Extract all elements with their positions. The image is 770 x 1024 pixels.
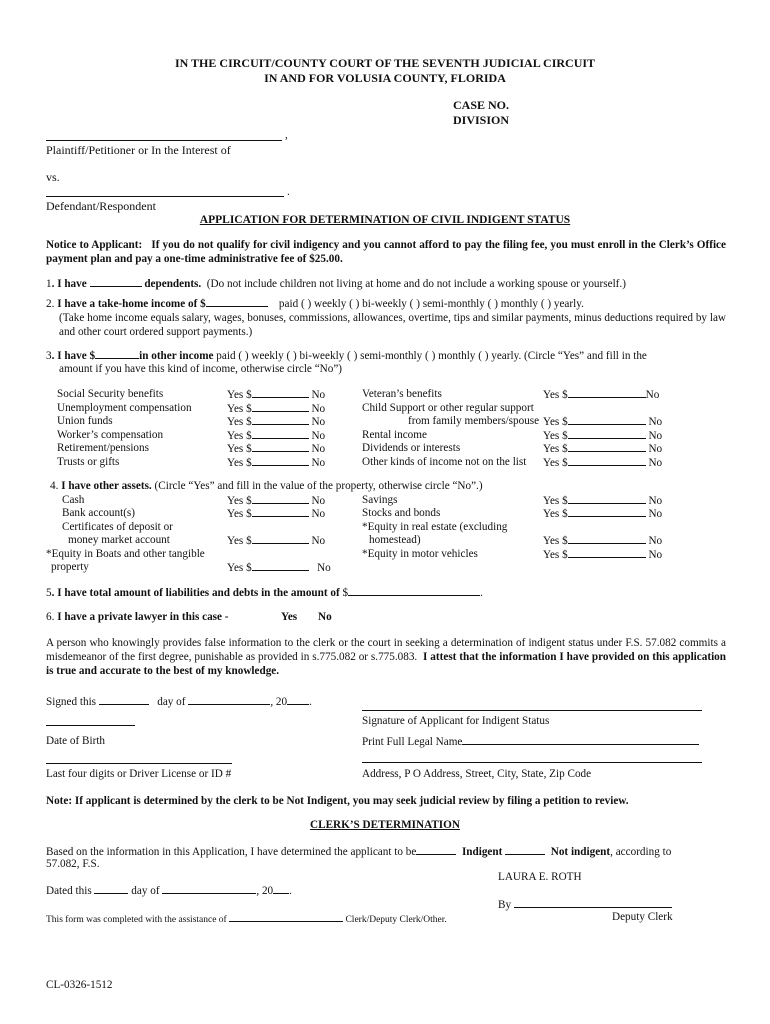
no-option[interactable]: No bbox=[648, 495, 663, 507]
income-item-label: Unemployment compensation bbox=[57, 402, 192, 414]
signature-line[interactable] bbox=[362, 710, 702, 711]
amount-field[interactable] bbox=[568, 456, 646, 466]
yes-option[interactable]: Yes $ bbox=[543, 416, 568, 428]
amount-field[interactable] bbox=[568, 548, 646, 558]
amount-field[interactable] bbox=[252, 507, 309, 517]
q3-lead: . I have $ bbox=[51, 350, 96, 362]
based-on-text: Based on the information in this Application, I have determined the applicant to be bbox=[46, 846, 417, 858]
amount-field[interactable] bbox=[568, 429, 646, 439]
asset-item-label: *Equity in real estate (excluding bbox=[362, 521, 508, 533]
asset-item-label: property bbox=[51, 561, 89, 573]
yes-no-field bbox=[227, 442, 325, 456]
day-of-label: day of bbox=[157, 696, 186, 708]
no-option[interactable]: No bbox=[311, 430, 326, 442]
amount-field[interactable] bbox=[252, 402, 309, 412]
income-item-label: Retirement/pensions bbox=[57, 442, 149, 454]
q5-number: 5 bbox=[46, 587, 52, 599]
print-name-field[interactable] bbox=[462, 735, 699, 745]
according-text: , according to bbox=[610, 846, 672, 858]
asset-item-label: *Equity in Boats and other tangible bbox=[46, 548, 205, 560]
no-option[interactable]: No bbox=[311, 495, 326, 507]
signed-month-field[interactable] bbox=[188, 695, 270, 705]
signed-this-row bbox=[46, 695, 312, 709]
yes-no-field bbox=[543, 388, 659, 402]
yes-option[interactable]: Yes $ bbox=[543, 495, 568, 507]
amount-field[interactable] bbox=[252, 494, 309, 504]
amount-field[interactable] bbox=[568, 534, 646, 544]
defendant-label: Defendant/Respondent bbox=[46, 199, 156, 213]
indigent-mark-field[interactable] bbox=[416, 845, 456, 855]
yes-option[interactable]: Yes $ bbox=[227, 430, 252, 442]
yes-no-field bbox=[227, 415, 325, 429]
amount-field[interactable] bbox=[568, 442, 646, 452]
yes-option[interactable]: Yes $ bbox=[227, 403, 252, 415]
determination-row bbox=[46, 845, 671, 859]
plaintiff-label: Plaintiff/Petitioner or In the Interest of bbox=[46, 143, 231, 157]
q5-text: . I have total amount of liabilities and debts in the amount of bbox=[51, 587, 340, 599]
asset-item-label: Stocks and bonds bbox=[362, 507, 441, 519]
yes-option[interactable]: Yes $ bbox=[543, 508, 568, 520]
dated-this-row bbox=[46, 884, 292, 898]
income-item-label: Union funds bbox=[57, 415, 113, 427]
dated-month-field[interactable] bbox=[162, 884, 256, 894]
yes-no-field bbox=[543, 415, 662, 429]
fs-reference: 57.082, F.S. bbox=[46, 858, 100, 870]
q1-bold-end: dependents. bbox=[144, 278, 202, 290]
asset-item-label: homestead) bbox=[369, 534, 421, 546]
asset-item-label: money market account bbox=[68, 534, 170, 546]
notice-text: If you do not qualify for civil indigency and you cannot afford to pay the filing fee, you must enroll in the Clerk’s Office payment plan and pay a one-time administrative fee of $25.00. bbox=[46, 239, 726, 265]
yes-option[interactable]: Yes $ bbox=[227, 457, 252, 469]
dob-line[interactable] bbox=[46, 725, 135, 726]
year-label: , 20 bbox=[270, 696, 288, 708]
signed-this-label: Signed this bbox=[46, 696, 97, 708]
defendant-period: . bbox=[287, 186, 290, 198]
q4-number: 4. bbox=[50, 480, 59, 492]
completed-row bbox=[46, 912, 447, 926]
yes-no-field bbox=[227, 561, 331, 575]
yes-option[interactable]: Yes $ bbox=[543, 443, 568, 455]
question-2 bbox=[46, 297, 584, 311]
address-line[interactable] bbox=[362, 762, 702, 763]
yes-no-field bbox=[543, 507, 662, 521]
dependents-field[interactable] bbox=[90, 277, 142, 287]
question-1 bbox=[46, 277, 626, 291]
dated-day-of-label: day of bbox=[131, 885, 160, 897]
no-option[interactable]: No bbox=[311, 389, 326, 401]
print-name-row bbox=[362, 735, 699, 749]
no-option[interactable]: No bbox=[648, 416, 663, 428]
q3-frequency[interactable]: paid ( ) weekly ( ) bi-weekly ( ) semi-monthly ( ) monthly ( ) yearly. (Circle “Yes” and fill in the bbox=[216, 350, 647, 362]
q3-line2: amount if you have this kind of income, otherwise circle “No”) bbox=[59, 363, 343, 375]
yes-no-field bbox=[543, 442, 662, 456]
dated-year-field[interactable] bbox=[273, 884, 289, 894]
asset-item-label: Savings bbox=[362, 494, 398, 506]
signed-day-field[interactable] bbox=[99, 695, 149, 705]
no-option[interactable]: No bbox=[648, 457, 663, 469]
print-name-label: Print Full Legal Name bbox=[362, 736, 463, 748]
completed-label: This form was completed with the assistance of bbox=[46, 915, 227, 925]
yes-option[interactable]: Yes $ bbox=[227, 416, 252, 428]
income-item-label: Rental income bbox=[362, 429, 427, 441]
by-label: By bbox=[498, 899, 512, 911]
no-option[interactable]: No bbox=[311, 508, 326, 520]
question-3 bbox=[46, 349, 647, 363]
q3-number: 3 bbox=[46, 350, 52, 362]
court-title-line2: IN AND FOR VOLUSIA COUNTY, FLORIDA bbox=[264, 71, 506, 85]
by-signature-field[interactable] bbox=[514, 898, 672, 908]
liabilities-field[interactable] bbox=[348, 586, 480, 596]
yes-option[interactable]: Yes $ bbox=[227, 535, 252, 547]
yes-option[interactable]: Yes $ bbox=[543, 430, 568, 442]
no-option[interactable]: No bbox=[317, 562, 331, 574]
address-label: Address, P O Address, Street, City, State, Zip Code bbox=[362, 768, 592, 780]
other-income-field[interactable] bbox=[95, 349, 139, 359]
no-option[interactable]: No bbox=[311, 416, 326, 428]
attestation-bold: I attest that the information I have provided on this application is true and accurate to the best of my knowledge. bbox=[46, 651, 726, 677]
q6-no-option[interactable]: No bbox=[318, 611, 332, 623]
indigent-option[interactable]: Indigent bbox=[461, 846, 503, 858]
attestation-block bbox=[46, 636, 726, 678]
yes-no-field bbox=[227, 534, 325, 548]
yes-option[interactable]: Yes $ bbox=[227, 495, 252, 507]
q1-text: (Do not include children not living at home and do not include a working spouse or yourself.) bbox=[206, 278, 626, 290]
dob-label: Date of Birth bbox=[46, 735, 106, 747]
q5-end: . bbox=[480, 587, 483, 599]
completed-end: Clerk/Deputy Clerk/Other. bbox=[345, 915, 447, 925]
dated-this-label: Dated this bbox=[46, 885, 92, 897]
asset-item-label: Bank account(s) bbox=[62, 507, 136, 519]
amount-field[interactable] bbox=[568, 415, 646, 425]
year-dot: . bbox=[309, 696, 312, 708]
case-no-label: CASE NO. bbox=[453, 98, 510, 112]
q4-lead: I have other assets. bbox=[61, 480, 152, 492]
yes-option[interactable]: Yes $ bbox=[543, 549, 568, 561]
income-item-label: Other kinds of income not on the list bbox=[362, 456, 527, 468]
judicial-review-note: Note: If applicant is determined by the clerk to be Not Indigent, you may seek judicial review by filing a petition to review. bbox=[46, 795, 629, 807]
dated-dot: . bbox=[289, 885, 292, 897]
amount-field[interactable] bbox=[252, 442, 309, 452]
income-item-label: Child Support or other regular support bbox=[362, 402, 534, 414]
license-line[interactable] bbox=[46, 763, 232, 764]
dated-year-label: , 20 bbox=[256, 885, 274, 897]
q5-dollar: $ bbox=[342, 587, 349, 599]
no-option[interactable]: No bbox=[311, 457, 326, 469]
dated-day-field[interactable] bbox=[94, 884, 128, 894]
yes-option[interactable]: Yes $ bbox=[227, 443, 252, 455]
yes-no-field bbox=[227, 507, 325, 521]
income-item-label: Veteran’s benefits bbox=[362, 388, 442, 400]
signed-year-field[interactable] bbox=[287, 695, 309, 705]
q6-text: I have a private lawyer in this case - bbox=[57, 611, 229, 623]
take-home-income-field[interactable] bbox=[206, 297, 268, 307]
no-option[interactable]: No bbox=[311, 535, 326, 547]
yes-option[interactable]: Yes $ bbox=[227, 508, 252, 520]
amount-field[interactable] bbox=[252, 561, 309, 571]
q2-frequency[interactable]: paid ( ) weekly ( ) bi-weekly ( ) semi-monthly ( ) monthly ( ) yearly. bbox=[278, 298, 584, 310]
yes-no-field bbox=[543, 456, 662, 470]
assisted-by-field[interactable] bbox=[229, 912, 343, 922]
amount-field[interactable] bbox=[568, 507, 646, 517]
q2-number: 2. bbox=[46, 298, 55, 310]
income-item-label: Worker’s compensation bbox=[57, 429, 164, 441]
no-option[interactable]: No bbox=[648, 430, 663, 442]
division-label: DIVISION bbox=[453, 113, 510, 127]
question-5 bbox=[46, 586, 483, 600]
income-item-label: Dividends or interests bbox=[362, 442, 461, 454]
no-option[interactable]: No bbox=[648, 535, 663, 547]
no-option[interactable]: No bbox=[648, 508, 663, 520]
yes-option[interactable]: Yes $ bbox=[543, 389, 568, 401]
amount-field[interactable] bbox=[252, 429, 309, 439]
plaintiff-line[interactable] bbox=[46, 140, 282, 141]
q2-lead: I have a take-home income of $ bbox=[57, 298, 206, 310]
clerk-determination-heading: CLERK’S DETERMINATION bbox=[310, 819, 460, 831]
signature-label: Signature of Applicant for Indigent Status bbox=[362, 715, 550, 727]
not-indigent-option[interactable]: Not indigent bbox=[550, 846, 611, 858]
notice-label: Notice to Applicant: bbox=[46, 239, 143, 251]
vs-label: vs. bbox=[46, 170, 60, 184]
notice-block bbox=[46, 238, 726, 266]
income-item-label: Social Security benefits bbox=[57, 388, 164, 400]
asset-item-label: Cash bbox=[62, 494, 85, 506]
yes-no-field bbox=[543, 534, 662, 548]
q6-number: 6. bbox=[46, 611, 55, 623]
defendant-line[interactable] bbox=[46, 196, 284, 197]
no-option[interactable]: No bbox=[645, 389, 660, 401]
question-4 bbox=[50, 480, 483, 493]
q4-text: (Circle “Yes” and fill in the value of the property, otherwise circle “No”.) bbox=[154, 480, 483, 492]
amount-field[interactable] bbox=[568, 494, 646, 504]
no-option[interactable]: No bbox=[311, 403, 326, 415]
income-item-label: from family members/spouse bbox=[408, 415, 540, 427]
not-indigent-mark-field[interactable] bbox=[505, 845, 545, 855]
yes-option[interactable]: Yes $ bbox=[543, 535, 568, 547]
question-6 bbox=[46, 611, 229, 624]
amount-field[interactable] bbox=[252, 388, 309, 398]
amount-field[interactable] bbox=[252, 456, 309, 466]
license-label: Last four digits or Driver License or ID # bbox=[46, 768, 232, 780]
q2-note: (Take home income equals salary, wages, bonuses, commissions, allowances, overtime, tips and similar payments, minus deductions required by law and other court ordered support payments.) bbox=[59, 312, 726, 338]
q1-lead: . I have bbox=[51, 278, 87, 290]
plaintiff-comma: , bbox=[285, 129, 288, 141]
no-option[interactable]: No bbox=[648, 549, 663, 561]
yes-no-field bbox=[227, 388, 325, 402]
form-code: CL-0326-1512 bbox=[46, 979, 113, 991]
asset-item-label: Certificates of deposit or bbox=[62, 521, 173, 533]
asset-item-label: *Equity in motor vehicles bbox=[362, 548, 478, 560]
yes-no-field bbox=[543, 548, 662, 562]
attestation-text: A person who knowingly provides false information to the clerk or the court in seeking a determination of indigent status under F.S. 57.082 commits a misdemeanor of the first degree, punishable as provided in s.775.082 or s.775.083. bbox=[46, 637, 726, 663]
yes-no-field bbox=[227, 456, 325, 470]
amount-field[interactable] bbox=[252, 415, 309, 425]
amount-field[interactable] bbox=[252, 534, 309, 544]
no-option[interactable]: No bbox=[311, 443, 326, 455]
amount-field[interactable] bbox=[568, 388, 646, 398]
court-title-line1: IN THE CIRCUIT/COUNTY COURT OF THE SEVENTH JUDICIAL CIRCUIT bbox=[174, 56, 596, 70]
q6-yes-option[interactable]: Yes bbox=[281, 611, 298, 623]
q3-bold-end: in other income bbox=[139, 350, 214, 362]
yes-option[interactable]: Yes $ bbox=[227, 389, 252, 401]
form-title: APPLICATION FOR DETERMINATION OF CIVIL INDIGENT STATUS bbox=[199, 214, 571, 226]
income-item-label: Trusts or gifts bbox=[57, 456, 120, 468]
no-option[interactable]: No bbox=[648, 443, 663, 455]
yes-option[interactable]: Yes $ bbox=[543, 457, 568, 469]
deputy-clerk-label: Deputy Clerk bbox=[612, 911, 673, 923]
yes-option[interactable]: Yes $ bbox=[227, 562, 252, 574]
clerk-name: LAURA E. ROTH bbox=[498, 871, 582, 883]
q1-number: 1 bbox=[46, 278, 52, 290]
